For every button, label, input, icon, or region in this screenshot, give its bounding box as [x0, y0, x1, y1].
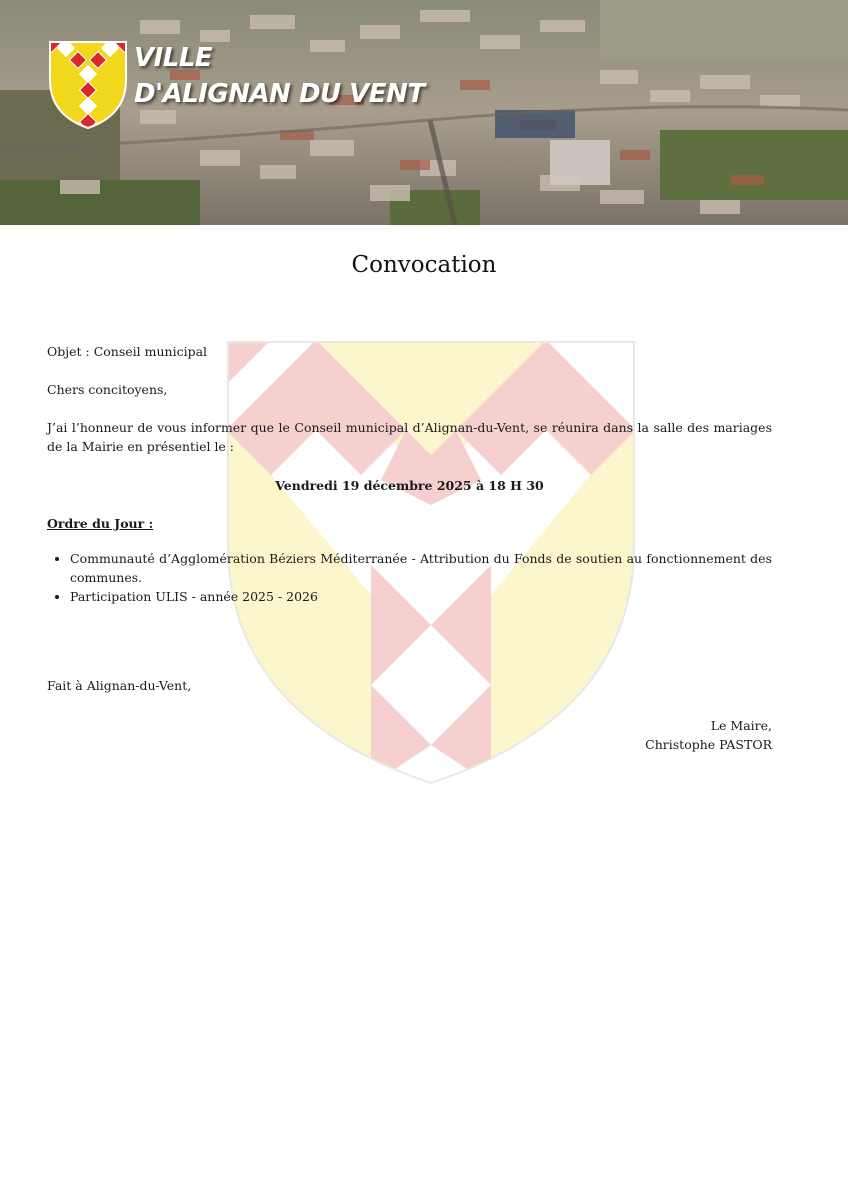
document-body: [47, 342, 772, 606]
logo-line-1: VILLE: [134, 43, 213, 73]
body-paragraph: J’ai l’honneur de vous informer que le Conseil municipal d’Alignan-du-Vent, se réunira dans la salle des mariages de la Mairie en présentiel le :: [47, 420, 772, 454]
page-title: Convocation: [351, 252, 497, 278]
agenda-heading: Ordre du Jour :: [47, 516, 154, 531]
meeting-date: Vendredi 19 décembre 2025 à 18 H 30: [275, 478, 544, 493]
salutation: Chers concitoyens,: [47, 382, 168, 397]
agenda-list: [47, 549, 772, 606]
town-logo-text: [134, 40, 425, 112]
subject-line: Objet : Conseil municipal: [47, 344, 208, 359]
coat-of-arms-icon: [48, 40, 128, 130]
signature-block: [645, 716, 772, 754]
logo-line-2: D'ALIGNAN DU VENT: [134, 79, 425, 109]
agenda-item: • Participation ULIS - année 2025 - 2026: [70, 587, 772, 606]
signature-role: Le Maire,: [710, 718, 772, 733]
agenda-item: • Communauté d’Agglomération Béziers Méditerranée - Attribution du Fonds de soutien au fonctionnement des communes.: [70, 549, 772, 587]
place-line: Fait à Alignan-du-Vent,: [47, 678, 192, 693]
signature-name: Christophe PASTOR: [645, 737, 772, 752]
header-banner: [0, 0, 848, 225]
